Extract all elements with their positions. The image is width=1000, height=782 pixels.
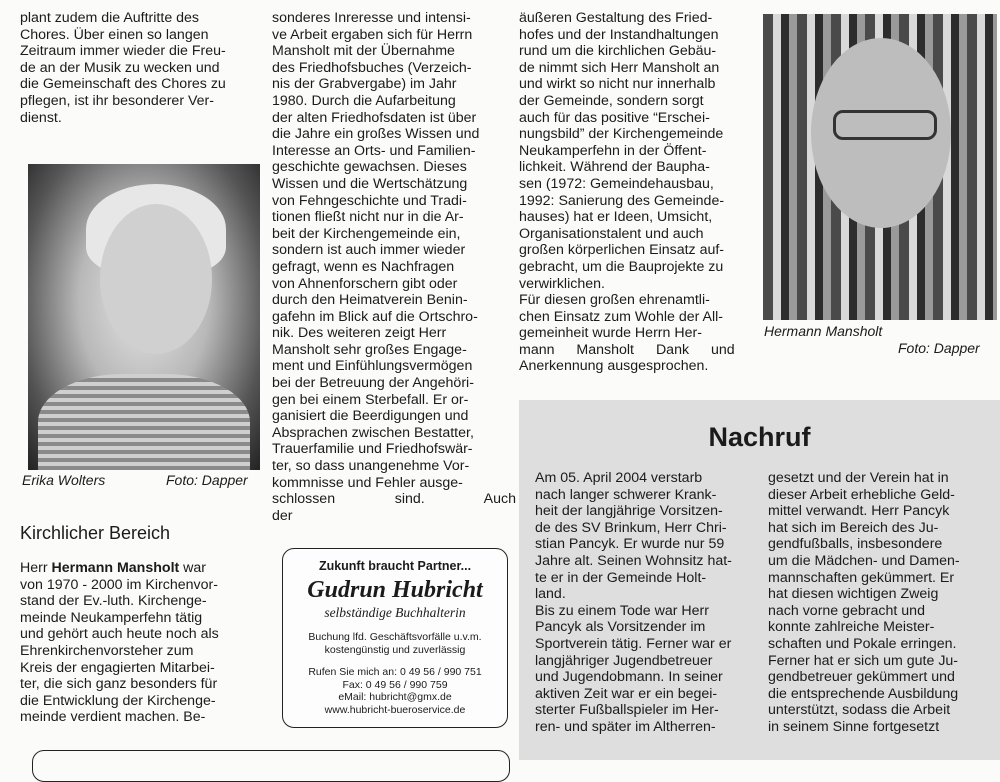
text-line: nik. Des weiteren zeigt Herr bbox=[272, 325, 447, 342]
text-line: 1980. Durch die Aufarbeitung bbox=[272, 92, 456, 109]
text-line: ter, so dass unangenehme Vor- bbox=[272, 458, 470, 475]
text-line: schlossen sind. Auch der bbox=[272, 491, 516, 524]
text-line: unterstützt, sodass die Arbeit bbox=[768, 702, 951, 719]
text-line: Wissen und die Wertschätzung bbox=[272, 175, 468, 192]
text-line: kommnisse und Fehler ausge- bbox=[272, 474, 463, 491]
text-line: meinde Neukamperfehn tätig bbox=[20, 609, 203, 626]
text-line: die Entwicklung der Kirchenge- bbox=[20, 692, 216, 709]
text-line: Organisationstalent und auch bbox=[519, 225, 704, 242]
text-lead: Herr bbox=[20, 560, 52, 576]
ad-email: eMail: hubricht@gmx.de bbox=[338, 691, 452, 703]
text-line: Sportverein tätig. Ferner war er bbox=[535, 635, 732, 652]
text-line: gesetzt und der Verein hat in bbox=[768, 470, 949, 486]
text-line: mittel verwandt. Herr Pancyk bbox=[768, 503, 950, 520]
text-line: beit der Kirchengemeinde ein, bbox=[272, 225, 461, 242]
ad-tagline: Zukunft braucht Partner... bbox=[318, 559, 472, 573]
text-line: stian Pancyk. Er wurde nur 59 bbox=[535, 536, 725, 553]
ad-phone: Rufen Sie mich an: 0 49 56 / 990 751 bbox=[308, 666, 482, 678]
text-line: der Gemeinde, sondern sorgt bbox=[519, 92, 704, 109]
obituary-column-2 bbox=[768, 470, 990, 736]
text-line: großen körperlichen Einsatz auf- bbox=[519, 242, 725, 259]
photo-caption-name: Hermann Mansholt bbox=[764, 323, 883, 339]
text-line: land. bbox=[535, 586, 566, 603]
text-line: gemeinheit wurde Herrn Her- bbox=[519, 325, 702, 342]
photo-hermann-mansholt bbox=[763, 14, 997, 320]
text-line: Chores. Über einen so langen bbox=[20, 26, 209, 43]
photo-caption-credit: Foto: Dapper bbox=[898, 340, 980, 356]
article-column-3 bbox=[519, 10, 759, 375]
text-line: de an der Musik zu wecken und bbox=[20, 59, 220, 76]
text-line: dieser Arbeit erhebliche Geld- bbox=[768, 486, 955, 503]
text-line: hauses) hat er Ideen, Umsicht, bbox=[519, 209, 713, 226]
text-line: langjähriger Jugendbetreuer bbox=[535, 652, 713, 669]
text-line: chen Einsatz zum Wohle der All- bbox=[519, 308, 723, 325]
text-line: und wirkt so nicht nur innerhalb bbox=[519, 76, 716, 93]
text-line: konnte zahlreiche Meister- bbox=[768, 619, 935, 636]
text-line: Pancyk als Vorsitzender im bbox=[535, 619, 706, 636]
photo-caption-credit: Foto: Dapper bbox=[166, 472, 248, 488]
person-name-bold: Hermann Mansholt bbox=[51, 560, 180, 576]
text-line: plant zudem die Auftritte des bbox=[20, 10, 200, 26]
text-line: Interesse an Orts- und Familien- bbox=[272, 142, 476, 159]
text-line: sen (1972: Gemeindehausbau, bbox=[519, 175, 714, 192]
text-line: Mansholt mit der Übernahme bbox=[272, 43, 455, 60]
text-line: meinde verdient machen. Be- bbox=[20, 709, 206, 726]
text-line: pflegen, ist ihr besonderer Ver- bbox=[20, 92, 215, 109]
text-line: de des SV Brinkum, Herr Chri- bbox=[535, 519, 727, 536]
text-line: auch für das positive “Erschei- bbox=[519, 109, 710, 126]
text-line: Kreis der engagierten Mitarbei- bbox=[20, 659, 215, 676]
text-line: des Friedhofsbuches (Verzeich- bbox=[272, 59, 472, 76]
photo-body-shape bbox=[38, 374, 250, 470]
obituary-column-1 bbox=[535, 470, 760, 736]
text-line: hofes und der Instandhaltungen bbox=[519, 26, 719, 43]
text-line: gebracht, um die Bauprojekte zu bbox=[519, 258, 724, 275]
text-rest: war bbox=[179, 560, 207, 576]
photo-face-shape bbox=[100, 204, 212, 354]
text-line: tionen fließt nicht nur in die Ar- bbox=[272, 209, 464, 226]
text-line: Mansholt sehr großes Engage- bbox=[272, 341, 467, 358]
text-line: und Jugendobmann. In seiner bbox=[535, 669, 723, 686]
text-line: nach vorne gebracht und bbox=[768, 602, 925, 619]
text-line: dienst. bbox=[20, 109, 62, 126]
text-line: rund um die kirchlichen Gebäu- bbox=[519, 43, 717, 60]
text-line: äußeren Gestaltung des Fried- bbox=[519, 10, 713, 26]
text-line: von Fehngeschichte und Tradi- bbox=[272, 192, 467, 209]
text-line: sonderes Inreresse und intensi- bbox=[272, 10, 471, 26]
text-line: Zeitraum immer wieder die Freu- bbox=[20, 43, 226, 60]
obituary-title: Nachruf bbox=[708, 422, 811, 452]
bottom-box-frame bbox=[32, 750, 510, 782]
text-line: sondern ist auch immer wieder bbox=[272, 242, 466, 259]
photo-glasses-shape bbox=[833, 110, 937, 140]
article-column-2 bbox=[272, 10, 516, 524]
text-line: nach langer schwerer Krank- bbox=[535, 486, 717, 503]
text-line: verwirklichen. bbox=[519, 275, 605, 292]
text-line: durch den Heimatverein Benin- bbox=[272, 292, 468, 309]
text-line: die Gemeinschaft des Chores zu bbox=[20, 76, 226, 93]
text-line: de nimmt sich Herr Mansholt an bbox=[519, 59, 720, 76]
text-line: von 1970 - 2000 im Kirchenvor- bbox=[20, 576, 218, 593]
text-line: Neukamperfehn in der Öffent- bbox=[519, 142, 707, 159]
ad-service-line: Buchung lfd. Geschäftsvorfälle u.v.m. bbox=[308, 631, 482, 643]
text-line: mannschaften gekümmert. Er bbox=[768, 569, 955, 586]
text-line: heit der langjährige Vorsitzen- bbox=[535, 503, 723, 520]
text-line: ter, die sich ganz besonders für bbox=[20, 676, 218, 693]
text-line: Am 05. April 2004 verstarb bbox=[535, 470, 703, 486]
text-line: 1992: Sanierung des Gemeinde- bbox=[519, 192, 725, 209]
text-line: die entsprechende Ausbildung bbox=[768, 685, 959, 702]
photo-caption-name: Erika Wolters bbox=[22, 472, 106, 488]
ad-role: selbständige Buchhalterin bbox=[324, 605, 466, 620]
text-line: Ferner hat er sich um gute Ju- bbox=[768, 652, 959, 669]
text-line: Anerkennung ausgesprochen. bbox=[519, 358, 709, 375]
text-line: schaften und Pokale erringen. bbox=[768, 635, 957, 652]
article-column-1-bottom bbox=[20, 560, 266, 726]
text-line: Trauerfamilie und Friedhofswär- bbox=[272, 441, 473, 458]
text-line: die Jahre ein großes Wissen und bbox=[272, 126, 480, 143]
text-line: gefragt, wenn es Nachfragen bbox=[272, 258, 455, 275]
text-line: ment und Einfühlungsvermögen bbox=[272, 358, 473, 375]
text-line: Für diesen großen ehrenamtli- bbox=[519, 292, 710, 309]
section-heading: Kirchlicher Bereich bbox=[20, 523, 171, 543]
text-line: Ehrenkirchenvorsteher zum bbox=[20, 642, 194, 659]
text-line: in seinem Sinne fortgesetzt bbox=[768, 718, 940, 735]
article-column-1-top bbox=[20, 10, 266, 126]
text-line: gafehn im Blick auf die Ortschro- bbox=[272, 308, 478, 325]
photo-erika-wolters bbox=[28, 164, 260, 470]
text-line: und gehört auch heute noch als bbox=[20, 626, 219, 643]
text-line: ren- und später im Altherren- bbox=[535, 718, 716, 735]
ad-fax: Fax: 0 49 56 / 990 759 bbox=[342, 678, 448, 691]
text-line: Bis zu einem Tode war Herr bbox=[535, 602, 709, 619]
text-line: hat sich im Bereich des Ju- bbox=[768, 519, 939, 536]
text-line: aktiven Zeit war er ein begei- bbox=[535, 685, 718, 702]
text-line: stand der Ev.-luth. Kirchenge- bbox=[20, 593, 207, 610]
text-line: sterter Fußballspieler im Her- bbox=[535, 702, 719, 719]
ad-company-name: Gudrun Hubricht bbox=[307, 577, 483, 603]
text-line: nungsbild” der Kirchengemeinde bbox=[519, 126, 724, 143]
ad-website: www.hubricht-bueroservice.de bbox=[324, 703, 466, 716]
text-line: te er in der Gemeinde Holt- bbox=[535, 569, 707, 586]
text-line: ve Arbeit ergaben sich für Herrn bbox=[272, 26, 473, 43]
text-line: nis der Grabvergabe) im Jahr bbox=[272, 76, 457, 93]
text-line: Jahre alt. Seinen Wohnsitz hat- bbox=[535, 552, 732, 569]
advertisement-box bbox=[282, 548, 508, 728]
text-line: um die Mädchen- und Damen- bbox=[768, 552, 960, 569]
text-line: hat diesen wichtigen Zweig bbox=[768, 586, 939, 603]
text-line: lichkeit. Während der Baupha- bbox=[519, 159, 710, 176]
text-line: geschichte gewachsen. Dieses bbox=[272, 159, 467, 176]
text-line: der alten Friedhofsdaten ist über bbox=[272, 109, 477, 126]
text-line: ganisiert die Beerdigungen und bbox=[272, 408, 469, 425]
text-line: bei der Betreuung der Angehöri- bbox=[272, 375, 474, 392]
text-line: von Ahnenforschern gibt oder bbox=[272, 275, 458, 292]
text-line bbox=[20, 560, 266, 577]
text-line: gendfußballs, insbesondere bbox=[768, 536, 943, 553]
ad-service-line: kostengünstig und zuverlässig bbox=[324, 643, 466, 656]
text-line: Absprachen zwischen Bestatter, bbox=[272, 424, 474, 441]
text-line: mann Mansholt Dank und bbox=[519, 341, 735, 358]
ad-contact-block bbox=[283, 666, 507, 716]
text-line: gendbetreuer gekümmert und bbox=[768, 669, 955, 686]
text-line: gen bei einem Sterbefall. Er or- bbox=[272, 391, 469, 408]
